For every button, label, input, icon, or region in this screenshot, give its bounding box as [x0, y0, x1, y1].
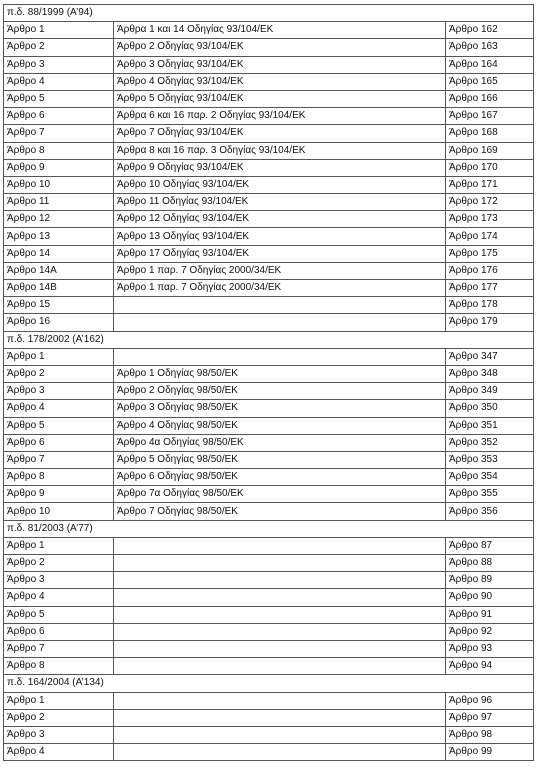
- section-header-row: [4, 331, 534, 348]
- source-article-cell: Άρθρο 2: [4, 39, 114, 56]
- table-row: [4, 365, 534, 382]
- directive-reference-cell: Άρθρα 8 και 16 παρ. 3 Οδηγίας 93/104/ΕΚ: [114, 142, 446, 159]
- section-header-row: [4, 675, 534, 692]
- table-row: [4, 194, 534, 211]
- target-article-cell: Άρθρο 96: [446, 692, 534, 709]
- table-row: [4, 434, 534, 451]
- target-article-cell: Άρθρο 170: [446, 159, 534, 176]
- source-article-cell: Άρθρο 6: [4, 108, 114, 125]
- directive-reference-cell: Άρθρα 1 και 14 Οδηγίας 93/104/ΕΚ: [114, 22, 446, 39]
- target-article-cell: Άρθρο 164: [446, 56, 534, 73]
- table-row: [4, 640, 534, 657]
- target-article-cell: Άρθρο 87: [446, 537, 534, 554]
- directive-reference-cell: Άρθρο 9 Οδηγίας 93/104/ΕΚ: [114, 159, 446, 176]
- target-article-cell: Άρθρο 98: [446, 726, 534, 743]
- source-article-cell: Άρθρο 5: [4, 90, 114, 107]
- source-article-cell: Άρθρο 10: [4, 176, 114, 193]
- target-article-cell: Άρθρο 178: [446, 297, 534, 314]
- directive-reference-cell: [114, 572, 446, 589]
- table-row: [4, 469, 534, 486]
- target-article-cell: Άρθρο 353: [446, 451, 534, 468]
- directive-reference-cell: Άρθρο 1 Οδηγίας 98/50/ΕΚ: [114, 365, 446, 382]
- source-article-cell: Άρθρο 2: [4, 365, 114, 382]
- target-article-cell: Άρθρο 166: [446, 90, 534, 107]
- source-article-cell: Άρθρο 3: [4, 726, 114, 743]
- source-article-cell: Άρθρο 16: [4, 314, 114, 331]
- section-title: π.δ. 164/2004 (Α’134): [4, 675, 534, 692]
- target-article-cell: Άρθρο 352: [446, 434, 534, 451]
- table-row: [4, 211, 534, 228]
- directive-reference-cell: Άρθρο 7 Οδηγίας 98/50/ΕΚ: [114, 503, 446, 520]
- source-article-cell: Άρθρο 14Β: [4, 280, 114, 297]
- source-article-cell: Άρθρο 7: [4, 451, 114, 468]
- target-article-cell: Άρθρο 168: [446, 125, 534, 142]
- directive-reference-cell: [114, 297, 446, 314]
- directive-reference-cell: [114, 623, 446, 640]
- target-article-cell: Άρθρο 176: [446, 262, 534, 279]
- directive-reference-cell: Άρθρο 5 Οδηγίας 93/104/ΕΚ: [114, 90, 446, 107]
- table-row: [4, 348, 534, 365]
- table-row: [4, 142, 534, 159]
- directive-reference-cell: [114, 606, 446, 623]
- target-article-cell: Άρθρο 174: [446, 228, 534, 245]
- source-article-cell: Άρθρο 9: [4, 159, 114, 176]
- source-article-cell: Άρθρο 15: [4, 297, 114, 314]
- source-article-cell: Άρθρο 3: [4, 572, 114, 589]
- table-row: [4, 297, 534, 314]
- target-article-cell: Άρθρο 350: [446, 400, 534, 417]
- correlation-table-body: [4, 5, 534, 761]
- source-article-cell: Άρθρο 8: [4, 142, 114, 159]
- source-article-cell: Άρθρο 4: [4, 744, 114, 761]
- table-row: [4, 176, 534, 193]
- source-article-cell: Άρθρο 11: [4, 194, 114, 211]
- section-title: π.δ. 178/2002 (Α’162): [4, 331, 534, 348]
- source-article-cell: Άρθρο 14: [4, 245, 114, 262]
- directive-reference-cell: Άρθρο 4α Οδηγίας 98/50/ΕΚ: [114, 434, 446, 451]
- directive-reference-cell: Άρθρο 4 Οδηγίας 93/104/ΕΚ: [114, 73, 446, 90]
- directive-reference-cell: [114, 726, 446, 743]
- section-header-row: [4, 5, 534, 22]
- table-row: [4, 159, 534, 176]
- target-article-cell: Άρθρο 348: [446, 365, 534, 382]
- source-article-cell: Άρθρο 6: [4, 434, 114, 451]
- directive-reference-cell: Άρθρο 3 Οδηγίας 93/104/ΕΚ: [114, 56, 446, 73]
- table-row: [4, 726, 534, 743]
- source-article-cell: Άρθρο 2: [4, 555, 114, 572]
- source-article-cell: Άρθρο 1: [4, 692, 114, 709]
- table-row: [4, 56, 534, 73]
- section-title: π.δ. 88/1999 (Α’94): [4, 5, 534, 22]
- table-row: [4, 709, 534, 726]
- directive-reference-cell: [114, 314, 446, 331]
- directive-reference-cell: [114, 692, 446, 709]
- table-row: [4, 245, 534, 262]
- table-row: [4, 572, 534, 589]
- directive-reference-cell: [114, 537, 446, 554]
- target-article-cell: Άρθρο 179: [446, 314, 534, 331]
- target-article-cell: Άρθρο 99: [446, 744, 534, 761]
- source-article-cell: Άρθρο 6: [4, 623, 114, 640]
- table-row: [4, 262, 534, 279]
- target-article-cell: Άρθρο 172: [446, 194, 534, 211]
- source-article-cell: Άρθρο 3: [4, 56, 114, 73]
- source-article-cell: Άρθρο 3: [4, 383, 114, 400]
- directive-reference-cell: Άρθρο 11 Οδηγίας 93/104/ΕΚ: [114, 194, 446, 211]
- table-row: [4, 537, 534, 554]
- directive-reference-cell: Άρθρο 4 Οδηγίας 98/50/ΕΚ: [114, 417, 446, 434]
- target-article-cell: Άρθρο 171: [446, 176, 534, 193]
- target-article-cell: Άρθρο 169: [446, 142, 534, 159]
- target-article-cell: Άρθρο 355: [446, 486, 534, 503]
- directive-reference-cell: Άρθρο 12 Οδηγίας 93/104/ΕΚ: [114, 211, 446, 228]
- target-article-cell: Άρθρο 93: [446, 640, 534, 657]
- section-header-row: [4, 520, 534, 537]
- target-article-cell: Άρθρο 92: [446, 623, 534, 640]
- table-row: [4, 73, 534, 90]
- table-row: [4, 228, 534, 245]
- source-article-cell: Άρθρο 12: [4, 211, 114, 228]
- directive-reference-cell: Άρθρο 1 παρ. 7 Οδηγίας 2000/34/ΕΚ: [114, 262, 446, 279]
- source-article-cell: Άρθρο 10: [4, 503, 114, 520]
- table-row: [4, 623, 534, 640]
- target-article-cell: Άρθρο 356: [446, 503, 534, 520]
- source-article-cell: Άρθρο 13: [4, 228, 114, 245]
- directive-reference-cell: Άρθρο 13 Οδηγίας 93/104/ΕΚ: [114, 228, 446, 245]
- target-article-cell: Άρθρο 351: [446, 417, 534, 434]
- table-row: [4, 383, 534, 400]
- table-row: [4, 417, 534, 434]
- target-article-cell: Άρθρο 88: [446, 555, 534, 572]
- source-article-cell: Άρθρο 8: [4, 658, 114, 675]
- directive-reference-cell: [114, 744, 446, 761]
- target-article-cell: Άρθρο 165: [446, 73, 534, 90]
- table-row: [4, 555, 534, 572]
- source-article-cell: Άρθρο 9: [4, 486, 114, 503]
- directive-reference-cell: [114, 658, 446, 675]
- table-row: [4, 606, 534, 623]
- directive-reference-cell: Άρθρο 7α Οδηγίας 98/50/ΕΚ: [114, 486, 446, 503]
- source-article-cell: Άρθρο 7: [4, 640, 114, 657]
- correlation-table: [3, 4, 534, 761]
- table-row: [4, 314, 534, 331]
- table-row: [4, 503, 534, 520]
- source-article-cell: Άρθρο 4: [4, 73, 114, 90]
- target-article-cell: Άρθρο 349: [446, 383, 534, 400]
- table-row: [4, 589, 534, 606]
- target-article-cell: Άρθρο 354: [446, 469, 534, 486]
- target-article-cell: Άρθρο 89: [446, 572, 534, 589]
- correlation-table-document: [3, 4, 533, 761]
- source-article-cell: Άρθρο 5: [4, 606, 114, 623]
- table-row: [4, 280, 534, 297]
- target-article-cell: Άρθρο 97: [446, 709, 534, 726]
- source-article-cell: Άρθρο 7: [4, 125, 114, 142]
- directive-reference-cell: [114, 555, 446, 572]
- target-article-cell: Άρθρο 162: [446, 22, 534, 39]
- source-article-cell: Άρθρο 14Α: [4, 262, 114, 279]
- directive-reference-cell: Άρθρα 6 και 16 παρ. 2 Οδηγίας 93/104/ΕΚ: [114, 108, 446, 125]
- target-article-cell: Άρθρο 347: [446, 348, 534, 365]
- table-row: [4, 400, 534, 417]
- directive-reference-cell: Άρθρο 3 Οδηγίας 98/50/ΕΚ: [114, 400, 446, 417]
- section-title: π.δ. 81/2003 (Α’77): [4, 520, 534, 537]
- directive-reference-cell: Άρθρο 6 Οδηγίας 98/50/ΕΚ: [114, 469, 446, 486]
- directive-reference-cell: Άρθρο 2 Οδηγίας 98/50/ΕΚ: [114, 383, 446, 400]
- target-article-cell: Άρθρο 177: [446, 280, 534, 297]
- source-article-cell: Άρθρο 4: [4, 589, 114, 606]
- source-article-cell: Άρθρο 1: [4, 537, 114, 554]
- directive-reference-cell: [114, 640, 446, 657]
- directive-reference-cell: Άρθρο 7 Οδηγίας 93/104/ΕΚ: [114, 125, 446, 142]
- table-row: [4, 692, 534, 709]
- table-row: [4, 90, 534, 107]
- source-article-cell: Άρθρο 8: [4, 469, 114, 486]
- source-article-cell: Άρθρο 1: [4, 22, 114, 39]
- directive-reference-cell: Άρθρο 10 Οδηγίας 93/104/ΕΚ: [114, 176, 446, 193]
- target-article-cell: Άρθρο 91: [446, 606, 534, 623]
- target-article-cell: Άρθρο 163: [446, 39, 534, 56]
- target-article-cell: Άρθρο 94: [446, 658, 534, 675]
- table-row: [4, 22, 534, 39]
- directive-reference-cell: [114, 348, 446, 365]
- source-article-cell: Άρθρο 4: [4, 400, 114, 417]
- table-row: [4, 658, 534, 675]
- source-article-cell: Άρθρο 1: [4, 348, 114, 365]
- table-row: [4, 451, 534, 468]
- source-article-cell: Άρθρο 5: [4, 417, 114, 434]
- table-row: [4, 486, 534, 503]
- table-row: [4, 744, 534, 761]
- target-article-cell: Άρθρο 167: [446, 108, 534, 125]
- directive-reference-cell: [114, 709, 446, 726]
- directive-reference-cell: [114, 589, 446, 606]
- table-row: [4, 39, 534, 56]
- target-article-cell: Άρθρο 90: [446, 589, 534, 606]
- table-row: [4, 108, 534, 125]
- directive-reference-cell: Άρθρο 2 Οδηγίας 93/104/ΕΚ: [114, 39, 446, 56]
- source-article-cell: Άρθρο 2: [4, 709, 114, 726]
- directive-reference-cell: Άρθρο 1 παρ. 7 Οδηγίας 2000/34/ΕΚ: [114, 280, 446, 297]
- table-row: [4, 125, 534, 142]
- directive-reference-cell: Άρθρο 17 Οδηγίας 93/104/ΕΚ: [114, 245, 446, 262]
- directive-reference-cell: Άρθρο 5 Οδηγίας 98/50/ΕΚ: [114, 451, 446, 468]
- target-article-cell: Άρθρο 173: [446, 211, 534, 228]
- target-article-cell: Άρθρο 175: [446, 245, 534, 262]
